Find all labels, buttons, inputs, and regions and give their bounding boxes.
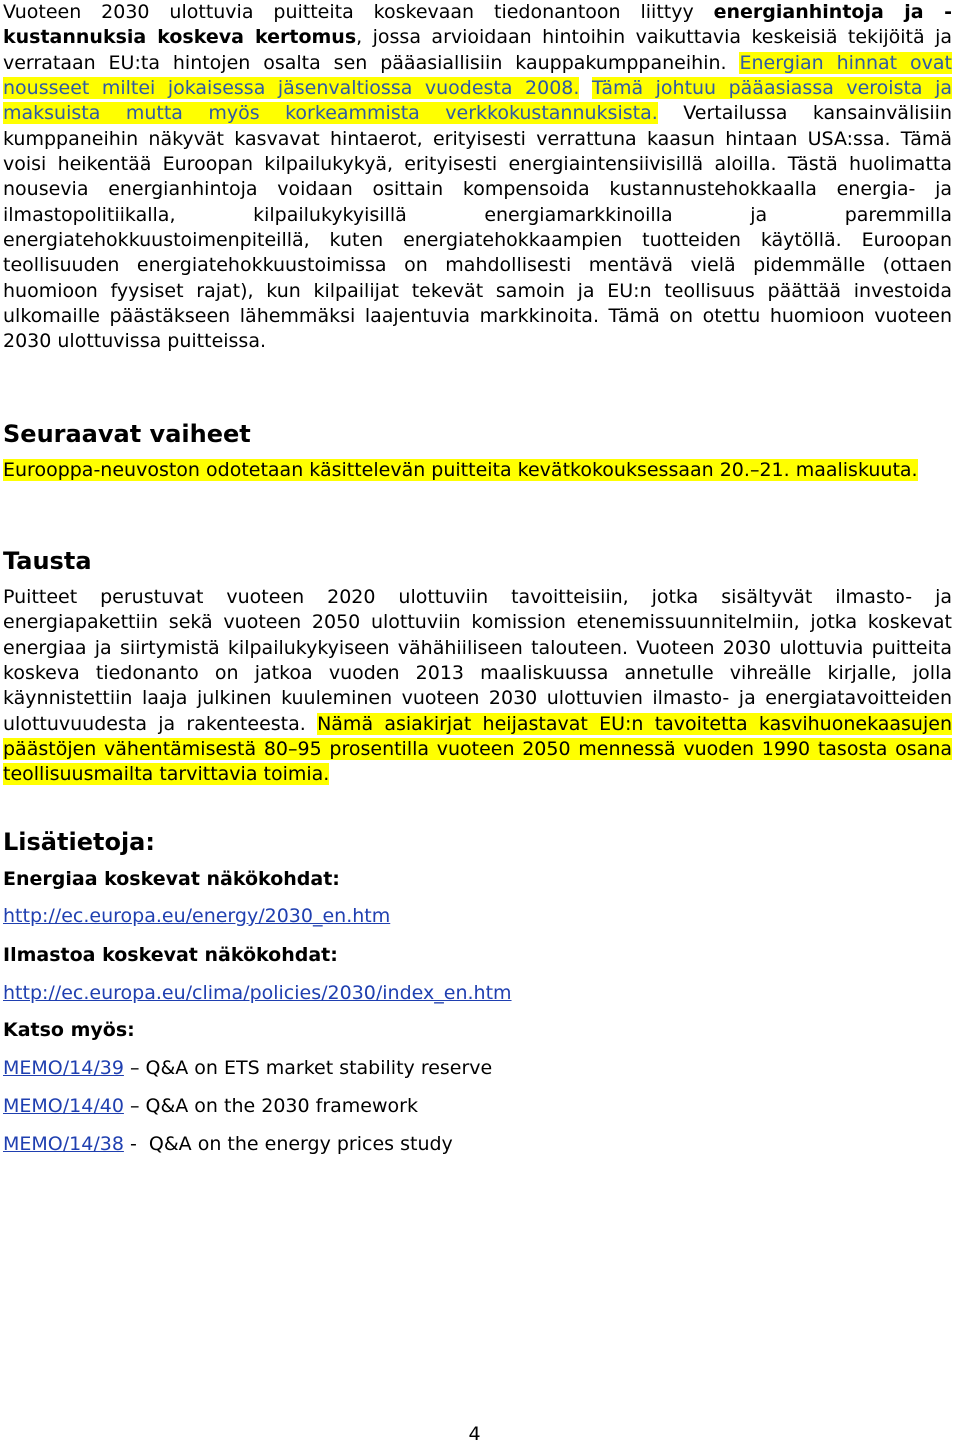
memo-link[interactable]: MEMO/14/40 bbox=[3, 1095, 124, 1117]
see-also-label: Katso myös: bbox=[3, 1019, 135, 1041]
next-steps-heading: Seuraavat vaiheet bbox=[3, 420, 251, 448]
climate-aspects-label: Ilmastoa koskevat näkökohdat: bbox=[3, 944, 338, 966]
memo-item bbox=[3, 1131, 453, 1157]
memo-separator: - bbox=[123, 1133, 149, 1155]
intro-sentence-comparison: Vertailussa kansainvälisiin kumppaneihin näkyvät kasvavat hintaerot, erityisesti verrattuna kaasun hintaan USA:ssa. Tämä voisi heikentää Euroopan kilpailukykyä, erityisesti energiaintensiivisillä aloilla. Tästä huolimatta nousevia energianhintoja voidaan osittain kompensoida kustannustehokkaalla energia- ja ilmastopolitiikalla, kilpailukykyisillä energiamarkkinoilla ja paremmilla energiatehokkuustoimenpiteillä, kuten energiatehokkaampien tuotteiden käytöllä. Euroopan teollisuuden energiatehokkuustoimissa on mahdollisesti mentävä vielä pidemmälle (ottaen huomioon fyysiset rajat), kun kilpailijat tekevät samoin ja EU:n teollisuus päättää investoida ulkomaille päästäkseen lähemmäksi laajentuvia markkinoita. Tämä on otettu huomioon vuoteen 2030 ulottuvissa puitteissa. bbox=[3, 102, 953, 353]
memo-title: Q&A on the energy prices study bbox=[148, 1133, 453, 1155]
energy-aspects-label: Energiaa koskevat näkökohdat: bbox=[3, 868, 340, 890]
background-highlight: Nämä asiakirjat heijastavat EU:n tavoitetta kasvihuonekaasujen päästöjen vähentämisestä 80–95 prosentilla vuoteen 2050 mennessä vuoden 1990 tasosta osana teollisuusmailta tarvittavia toimia. bbox=[3, 712, 952, 786]
intro-paragraph bbox=[3, 0, 952, 355]
next-steps-paragraph bbox=[3, 458, 952, 483]
intro-text-continued: , jossa arvioidaan hintoihin vaikuttavia keskeisiä tekijöitä ja verrataan EU:ta hintojen osalta sen pääasiallisiin kauppakumppaneihin. bbox=[3, 26, 952, 74]
memo-title: Q&A on the 2030 framework bbox=[145, 1095, 418, 1117]
report-title: energianhintoja ja -kustannuksia koskeva kertomus bbox=[3, 1, 952, 49]
energy-link[interactable]: http://ec.europa.eu/energy/2030_en.htm bbox=[3, 905, 391, 927]
memo-link[interactable]: MEMO/14/39 bbox=[3, 1057, 124, 1079]
highlighted-sentence-taxes: Tämä johtuu pääasiassa veroista ja maksuista mutta myös korkeammista verkkokustannuksista. bbox=[3, 77, 953, 125]
background-heading: Tausta bbox=[3, 547, 92, 575]
next-steps-text: Eurooppa-neuvoston odotetaan käsittelevän puitteita kevätkokouksessaan 20.–21. maaliskuuta. bbox=[3, 459, 918, 481]
climate-link[interactable]: http://ec.europa.eu/clima/policies/2030/index_en.htm bbox=[3, 982, 512, 1004]
memo-separator: – bbox=[123, 1057, 146, 1079]
energy-link-line bbox=[3, 903, 390, 929]
intro-text: Vuoteen 2030 ulottuvia puitteita koskevaan tiedonantoon liittyy bbox=[3, 1, 714, 23]
background-paragraph bbox=[3, 585, 952, 788]
memo-link[interactable]: MEMO/14/38 bbox=[3, 1133, 124, 1155]
memo-item bbox=[3, 1093, 418, 1119]
climate-link-line bbox=[3, 980, 512, 1006]
page-number: 4 bbox=[468, 1423, 481, 1445]
memo-title: Q&A on ETS market stability reserve bbox=[145, 1057, 493, 1079]
memo-separator: – bbox=[123, 1095, 146, 1117]
more-info-heading: Lisätietoja: bbox=[3, 828, 155, 856]
highlighted-sentence-prices: Energian hinnat ovat nousseet miltei jokaisessa jäsenvaltiossa vuodesta 2008. bbox=[3, 51, 953, 100]
memo-item bbox=[3, 1055, 492, 1081]
background-text: Puitteet perustuvat vuoteen 2020 ulottuviin tavoitteisiin, jotka sisältyvät ilmasto- ja energiapakettiin sekä vuoteen 2050 ulottuviin komission etenemissuunnitelmiin, jotka koskevat energiaa ja siirtymistä kilpailukykyiseen vähähiiliseen talouteen. Vuoteen 2030 ulottuvia puitteita koskeva tiedonanto on jatkoa vuoden 2013 maaliskuussa annetulle vihreälle kirjalle, jolla käynnistettiin laaja julkinen kuuleminen vuoteen 2030 ulottuvien ilmasto- ja energiatavoitteiden ulottuvuudesta ja rakenteesta. bbox=[3, 586, 952, 735]
